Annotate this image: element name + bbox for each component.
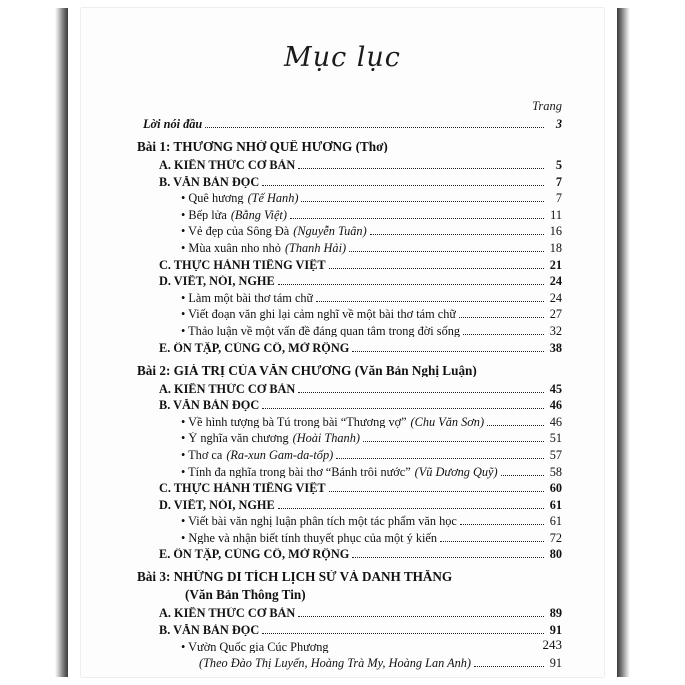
toc-entry: [137, 624, 562, 637]
toc-entry-author: (Hoài Thanh): [292, 431, 360, 446]
toc-entry-label: Lời nói đầu: [143, 118, 203, 131]
toc-entry-page: 91: [549, 656, 562, 671]
page-paper: [81, 8, 604, 677]
toc-entry: [137, 176, 562, 189]
toc-leader-dots: [278, 284, 544, 285]
toc-entry-label: A. KIẾN THỨC CƠ BẢN: [159, 382, 296, 395]
toc-entry: [137, 466, 562, 479]
toc-entry-author: (Theo Đào Thị Luyến, Hoàng Trà My, Hoàng Lan Anh): [199, 656, 472, 671]
toc-entry: [137, 259, 562, 272]
toc-entry-author: (Vũ Dương Quỹ): [414, 464, 498, 479]
toc-entry-page: 7: [555, 191, 562, 206]
page-column-header: Trang: [532, 99, 562, 113]
toc-entry-page: 18: [549, 240, 562, 255]
toc-leader-dots: [278, 508, 544, 509]
table-of-contents: [137, 118, 562, 670]
toc-entry-author: (Chu Văn Sơn): [410, 414, 485, 429]
toc-entry: [137, 588, 562, 602]
toc-entry-page: 61: [549, 497, 562, 512]
toc-entry-label: A. KIẾN THỨC CƠ BẢN: [159, 607, 296, 620]
toc-entry-label: A. KIẾN THỨC CƠ BẢN: [159, 159, 296, 172]
toc-entry: [137, 325, 562, 338]
toc-entry-page: 60: [549, 481, 562, 496]
toc-entry-author: (Nguyễn Tuân): [293, 224, 367, 239]
page-title: Mục lục: [284, 42, 401, 73]
left-shadow-band: [55, 8, 68, 677]
toc-entry: [137, 275, 562, 288]
toc-entry-label: • Nghe và nhận biết tính thuyết phục của một ý kiến: [181, 531, 437, 545]
toc-entry: [137, 308, 562, 321]
toc-entry-label: • Vườn Quốc gia Cúc Phương: [181, 640, 329, 653]
toc-entry-page: 45: [549, 381, 562, 396]
toc-entry-page: 3: [555, 117, 562, 131]
toc-entry-label: C. THỰC HÀNH TIẾNG VIỆT: [159, 258, 326, 271]
page-content: [81, 8, 604, 677]
toc-entry-page: 16: [549, 224, 562, 239]
toc-entry: [137, 140, 562, 154]
toc-leader-dots: [262, 633, 544, 634]
toc-entry-label: • Bếp lửa: [181, 208, 227, 222]
toc-entry-author: (Ra-xun Gam-da-tốp): [226, 447, 334, 462]
toc-leader-dots: [336, 458, 544, 459]
toc-entry: [137, 192, 562, 205]
toc-leader-dots: [363, 441, 544, 442]
toc-entry-page: 46: [549, 414, 562, 429]
toc-entry-page: 21: [549, 257, 562, 272]
toc-leader-dots: [329, 268, 544, 269]
toc-entry-page: 38: [549, 340, 562, 355]
toc-entry-label: E. ÔN TẬP, CỦNG CỐ, MỞ RỘNG: [159, 341, 350, 354]
toc-entry-label: B. VĂN BẢN ĐỌC: [159, 175, 260, 188]
toc-entry-page: 57: [549, 447, 562, 462]
toc-entry: [137, 399, 562, 412]
left-gutter-shadow: [0, 0, 68, 685]
toc-entry: [137, 242, 562, 255]
toc-entry-page: 7: [555, 174, 562, 189]
toc-leader-dots: [352, 557, 544, 558]
toc-leader-dots: [298, 168, 544, 169]
toc-leader-dots: [316, 301, 544, 302]
toc-entry-label: B. VĂN BẢN ĐỌC: [159, 399, 260, 412]
toc-entry-label: • Thảo luận về một vấn đề đáng quan tâm trong đời sống: [181, 324, 461, 338]
toc-entry: [137, 449, 562, 462]
toc-entry-author: (Bằng Việt): [230, 207, 287, 222]
toc-entry: [137, 432, 562, 445]
toc-entry-label: • Quê hương: [181, 192, 244, 205]
toc-entry: [137, 499, 562, 512]
toc-entry-page: 11: [550, 207, 562, 222]
toc-entry: [137, 607, 562, 620]
toc-entry-label: Bài 2: GIÁ TRỊ CỦA VĂN CHƯƠNG (Văn Bản Nghị Luận): [137, 363, 477, 377]
toc-entry-label: (Văn Bản Thông Tin): [185, 588, 306, 602]
toc-entry-label: • Viết đoạn văn ghi lại cảm nghĩ về một bài thơ tám chữ: [181, 308, 457, 321]
toc-entry: [137, 118, 562, 131]
toc-entry-label: • Mùa xuân nho nhỏ: [181, 241, 281, 255]
toc-leader-dots: [352, 351, 544, 352]
toc-leader-dots: [262, 185, 544, 186]
toc-entry-page: 91: [549, 623, 562, 638]
toc-entry: [137, 342, 562, 355]
toc-entry: [137, 532, 562, 545]
toc-entry-author: (Tế Hanh): [247, 191, 299, 206]
toc-entry: [137, 657, 562, 670]
toc-leader-dots: [298, 392, 544, 393]
toc-leader-dots: [301, 201, 544, 202]
toc-entry-page: 32: [549, 323, 562, 338]
toc-entry-page: 72: [549, 530, 562, 545]
toc-entry-page: 89: [549, 606, 562, 621]
toc-entry-page: 58: [549, 464, 562, 479]
toc-entry-label: • Tính đa nghĩa trong bài thơ “Bánh trôi nước”: [181, 465, 411, 478]
toc-leader-dots: [370, 234, 544, 235]
folio-page-number: 243: [542, 637, 562, 652]
toc-leader-dots: [474, 666, 544, 667]
toc-entry-page: 61: [549, 514, 562, 529]
toc-entry: [137, 364, 562, 378]
toc-entry-page: 5: [555, 158, 562, 172]
toc-leader-dots: [349, 251, 544, 252]
toc-leader-dots: [463, 334, 544, 335]
toc-leader-dots: [205, 127, 544, 128]
toc-entry-page: 46: [549, 398, 562, 413]
toc-entry: [137, 416, 562, 429]
toc-entry: [137, 570, 562, 584]
toc-leader-dots: [459, 317, 544, 318]
toc-entry: [137, 383, 562, 396]
toc-entry: [137, 548, 562, 561]
toc-entry: [137, 225, 562, 238]
toc-entry: [137, 482, 562, 495]
toc-leader-dots: [487, 425, 544, 426]
toc-leader-dots: [262, 408, 544, 409]
toc-leader-dots: [329, 491, 544, 492]
toc-entry-page: 24: [549, 290, 562, 305]
toc-entry-label: C. THỰC HÀNH TIẾNG VIỆT: [159, 482, 326, 495]
toc-leader-dots: [501, 475, 544, 476]
right-gutter-shadow: [617, 0, 685, 685]
toc-entry-label: • Về hình tượng bà Tú trong bài “Thương vợ”: [181, 415, 407, 429]
toc-entry-label: • Thơ ca: [181, 448, 223, 462]
toc-entry: [137, 292, 562, 305]
toc-entry-label: D. VIẾT, NÓI, NGHE: [159, 275, 275, 288]
toc-leader-dots: [290, 218, 544, 219]
toc-entry-page: 80: [549, 547, 562, 562]
toc-entry-author: (Thanh Hải): [284, 240, 347, 255]
toc-entry: [137, 159, 562, 172]
toc-entry-label: E. ÔN TẬP, CỦNG CỐ, MỞ RỘNG: [159, 548, 350, 561]
toc-leader-dots: [440, 541, 544, 542]
toc-entry-label: • Viết bài văn nghị luận phân tích một tác phẩm văn học: [181, 515, 457, 528]
toc-entry: [137, 515, 562, 528]
toc-entry-page: 27: [549, 307, 562, 322]
toc-entry-page: 24: [549, 274, 562, 289]
toc-entry-page: 51: [549, 431, 562, 446]
toc-leader-dots: [460, 524, 544, 525]
toc-entry-label: • Vẻ đẹp của Sông Đà: [181, 225, 290, 238]
toc-leader-dots: [298, 616, 544, 617]
toc-entry-label: Bài 1: THƯƠNG NHỚ QUÊ HƯƠNG (Thơ): [137, 140, 388, 154]
toc-entry: [137, 209, 562, 222]
toc-entry: [137, 641, 562, 654]
toc-entry-label: • Ý nghĩa văn chương: [181, 432, 289, 445]
toc-entry-label: D. VIẾT, NÓI, NGHE: [159, 498, 275, 511]
toc-entry-label: • Làm một bài thơ tám chữ: [181, 291, 314, 305]
right-shadow-band: [617, 8, 630, 677]
toc-entry-label: Bài 3: NHỮNG DI TÍCH LỊCH SỬ VÀ DANH THẮNG: [137, 570, 453, 584]
toc-entry-label: B. VĂN BẢN ĐỌC: [159, 624, 260, 637]
